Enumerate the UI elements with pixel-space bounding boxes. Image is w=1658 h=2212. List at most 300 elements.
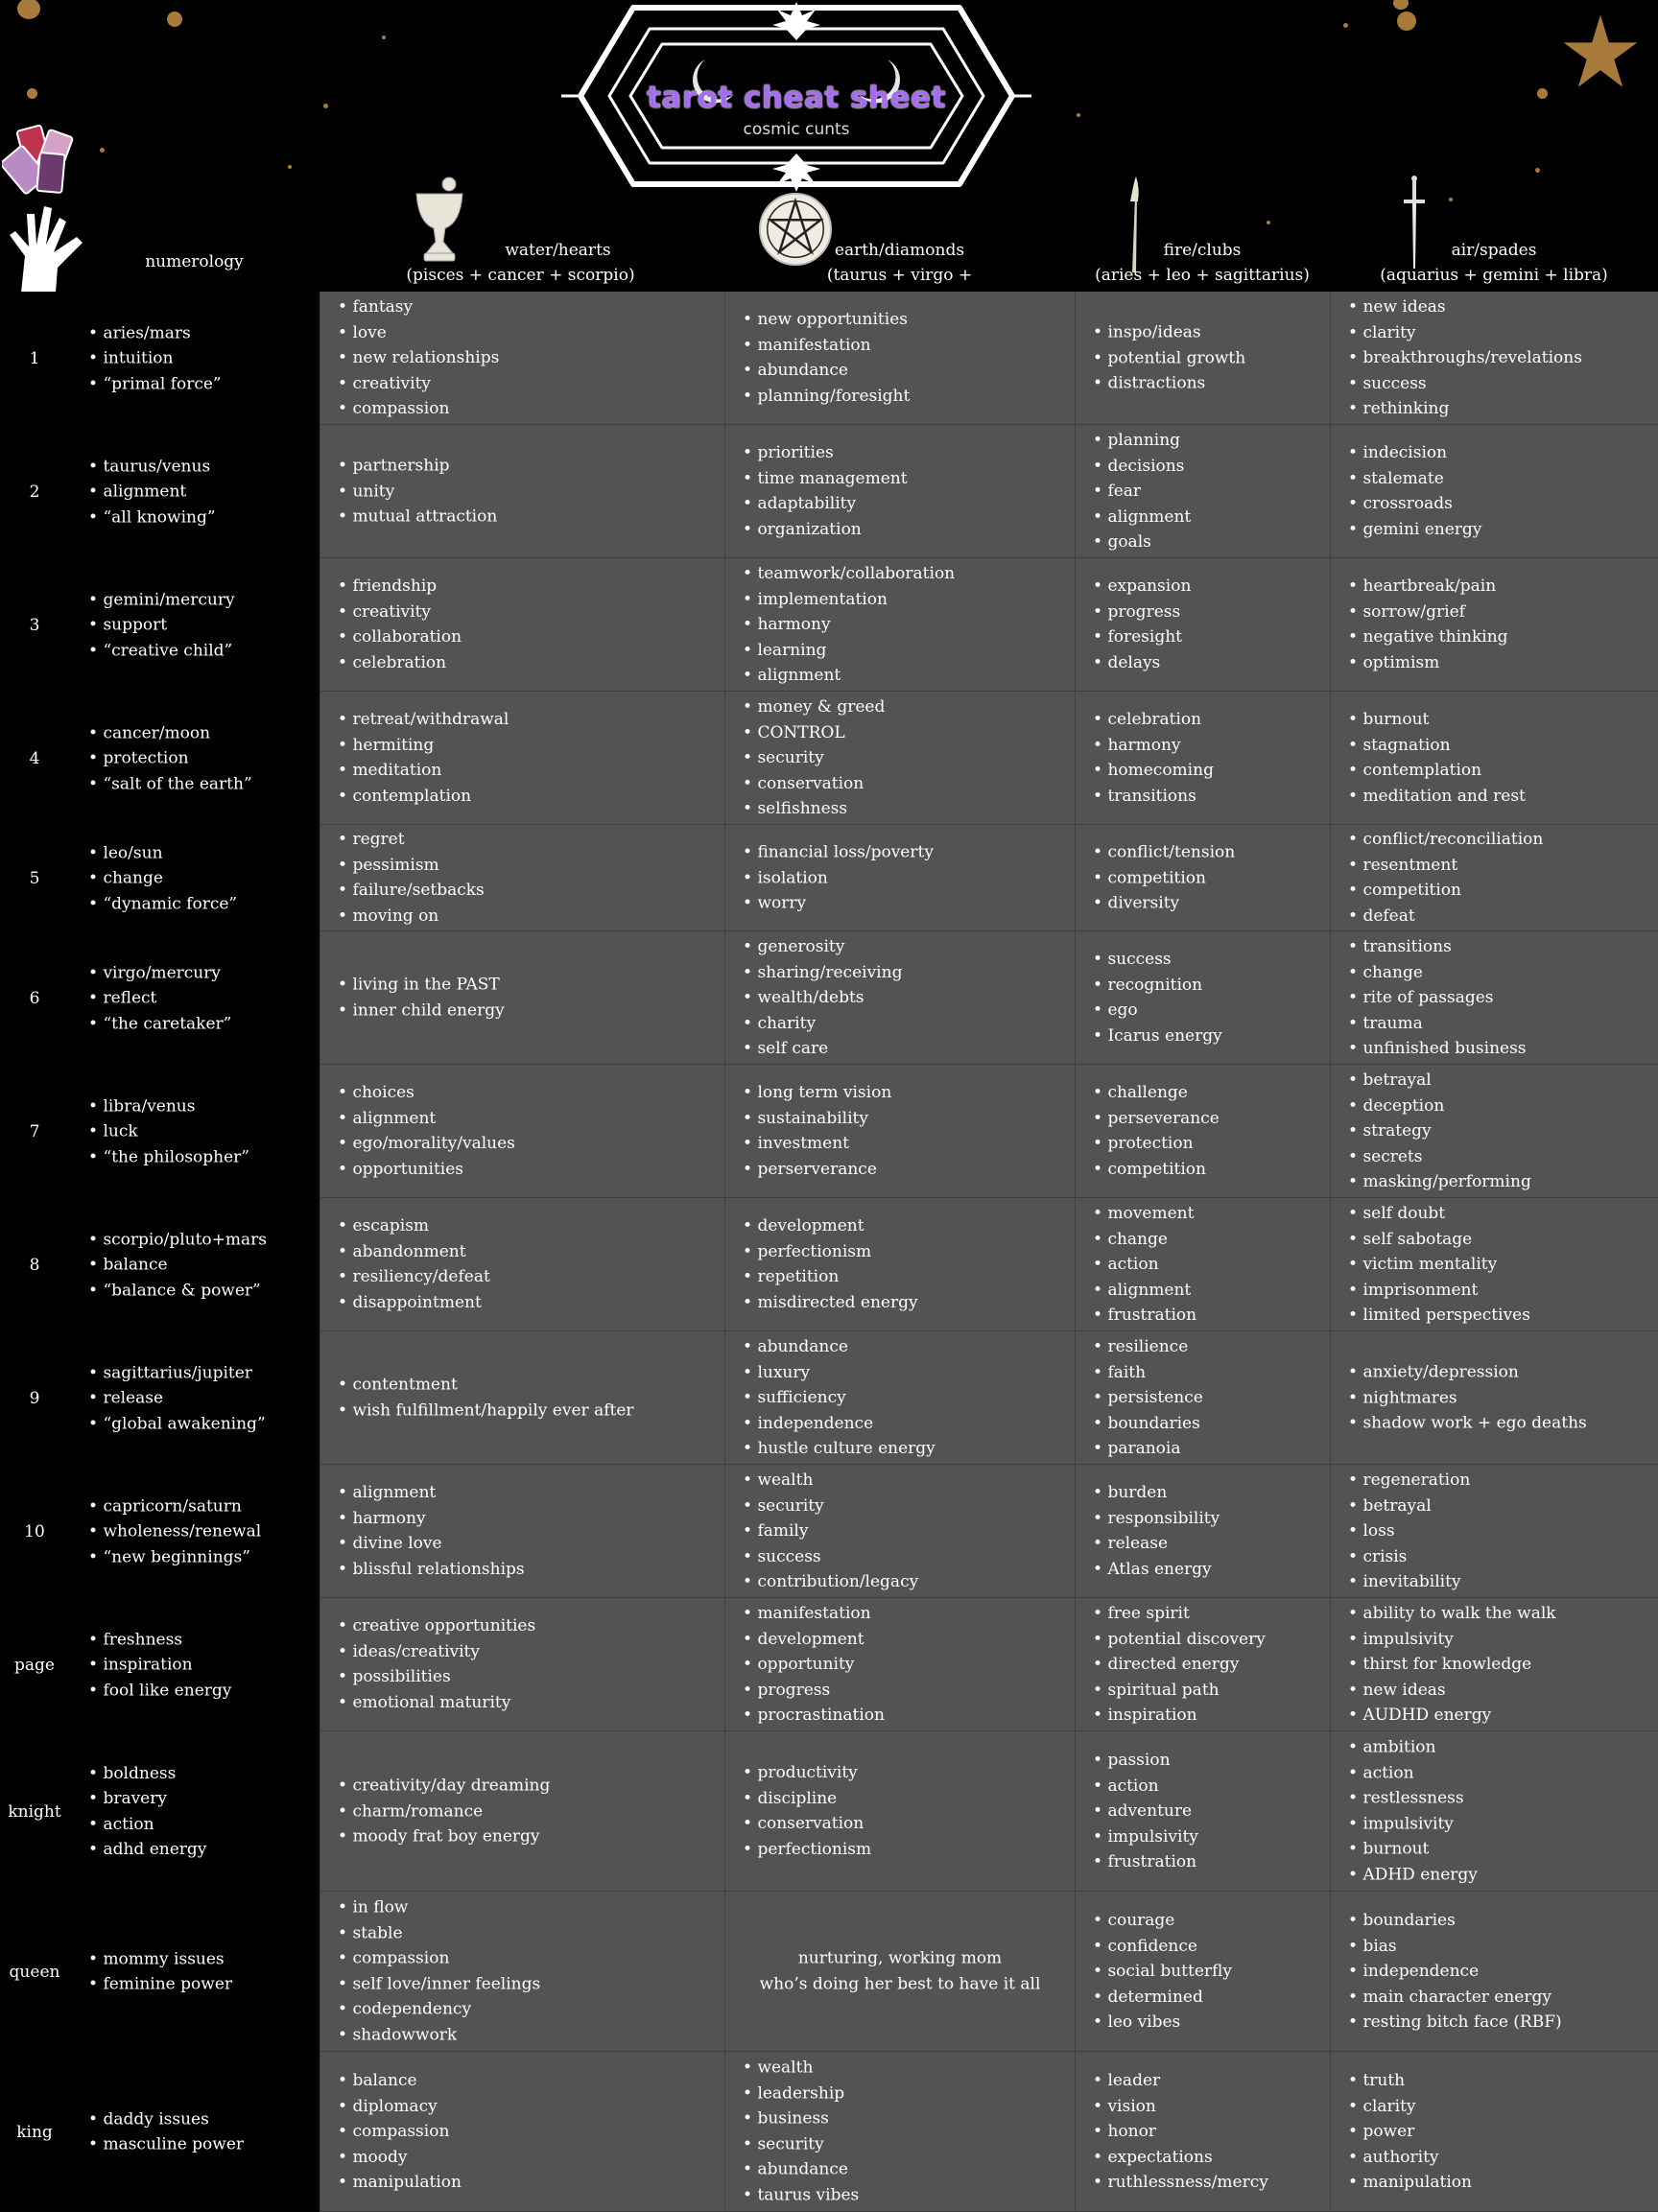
list-item: • perfectionism [743, 1837, 871, 1863]
list-item: • sustainability [743, 1106, 891, 1132]
list-item: • security [743, 1493, 918, 1518]
list-item: • inspiration [88, 1652, 231, 1678]
list-item: • long term vision [743, 1080, 891, 1106]
list-item: • planning/foresight [743, 384, 910, 410]
keyword-list [1093, 947, 1222, 1048]
suit-cell [1330, 692, 1658, 825]
row-label: king [16, 2122, 53, 2142]
list-item: • bravery [88, 1786, 206, 1812]
tarot-cards-icon [2, 123, 88, 200]
list-item: • retreat/withdrawal [338, 707, 509, 733]
list-item: • moving on [338, 904, 485, 930]
list-item: • transitions [1093, 784, 1214, 810]
list-item: • protection [88, 745, 252, 771]
list-item: • CONTROL [743, 719, 885, 745]
numerology-list [88, 1946, 232, 1997]
suit-header-fire [1075, 238, 1330, 288]
list-item: • “salt of the earth” [88, 771, 252, 797]
suit-cell [724, 1065, 1075, 1198]
list-item: • determined [1093, 1984, 1232, 2010]
list-item: • ideas/creativity [338, 1639, 535, 1665]
suit-cell [320, 2052, 724, 2212]
suit-cell [724, 558, 1075, 692]
list-item: • mommy issues [88, 1946, 232, 1972]
list-item: • abandonment [338, 1239, 490, 1265]
list-item: • harmony [1093, 733, 1214, 759]
list-item: • choices [338, 1080, 515, 1106]
list-item: • alignment [1093, 504, 1191, 529]
list-item: • “dynamic force” [88, 891, 237, 917]
numerology-cell [0, 292, 320, 425]
keyword-list [1093, 2068, 1268, 2196]
numerology-list [88, 1761, 206, 1863]
suit-name: fire/clubs [1163, 241, 1242, 260]
table-row [0, 1465, 1658, 1598]
numerology-list [88, 1627, 231, 1704]
keyword-list [1348, 707, 1526, 809]
list-item: • action [1093, 1773, 1198, 1799]
list-item: • decisions [1093, 453, 1191, 479]
list-item: • new opportunities [743, 307, 910, 333]
list-item: • alignment [88, 479, 216, 505]
list-item: • time management [743, 466, 908, 492]
list-item: • contribution/legacy [743, 1569, 918, 1595]
list-item: • money & greed [743, 694, 885, 720]
numerology-cell [0, 558, 320, 692]
list-item: • contemplation [338, 784, 509, 810]
list-item: • progress [743, 1677, 885, 1703]
list-item: • procrastination [743, 1703, 885, 1729]
suit-signs: (aquarius + gemini + libra) [1380, 266, 1608, 285]
keyword-list [1348, 294, 1582, 422]
keyword-list [338, 1773, 550, 1849]
numerology-cell [0, 2052, 320, 2212]
list-item: • inevitability [1348, 1569, 1470, 1595]
note-line: who’s doing her best to have it all [759, 1974, 1041, 1993]
keyword-list [338, 2068, 462, 2196]
list-item: • ego [1093, 998, 1222, 1024]
list-item: • new relationships [338, 345, 499, 371]
list-item: • creativity/day dreaming [338, 1773, 550, 1799]
list-item: • luxury [743, 1359, 936, 1385]
suit-cell [1075, 2052, 1330, 2212]
keyword-list [1348, 1068, 1531, 1195]
keyword-list [1348, 934, 1527, 1062]
suit-cell [724, 1465, 1075, 1598]
star-dot-icon [1535, 168, 1540, 173]
list-item: • celebration [1093, 707, 1214, 733]
logo-title: tarot cheat sheet [647, 81, 946, 115]
list-item: • conflict/tension [1093, 839, 1235, 865]
suit-cell [1330, 425, 1658, 558]
list-item: • abundance [743, 1334, 936, 1360]
star-icon [1562, 13, 1639, 90]
suit-cell [724, 1331, 1075, 1465]
list-item: • abundance [743, 358, 910, 384]
list-item: • breakthroughs/revelations [1348, 345, 1582, 371]
list-item: • “all knowing” [88, 505, 216, 530]
list-item: • stalemate [1348, 466, 1481, 492]
suit-cell [1330, 558, 1658, 692]
suit-cell [1330, 1892, 1658, 2052]
list-item: • truth [1348, 2068, 1472, 2094]
list-item: • planning [1093, 428, 1191, 454]
list-item: • reflect [88, 985, 231, 1011]
list-item: • expectations [1093, 2144, 1268, 2170]
numerology-cell [0, 692, 320, 825]
list-item: • success [1093, 947, 1222, 973]
keyword-list [338, 1613, 535, 1715]
numerology-cell [0, 1892, 320, 2052]
list-item: • stable [338, 1920, 540, 1946]
suit-cell [1075, 1465, 1330, 1598]
list-item: • crossroads [1348, 491, 1481, 517]
list-item: • change [88, 865, 237, 891]
list-item: • creative opportunities [338, 1613, 535, 1639]
list-item: • blissful relationships [338, 1557, 525, 1583]
table-row [0, 2052, 1658, 2212]
row-label: 10 [24, 1521, 45, 1541]
list-item: • thirst for knowledge [1348, 1652, 1556, 1678]
suit-cell [724, 1598, 1075, 1731]
list-item: • regeneration [1348, 1468, 1470, 1494]
numerology-list [88, 840, 237, 917]
keyword-list [1093, 1748, 1198, 1875]
list-item: • faith [1093, 1359, 1203, 1385]
list-item: • release [1093, 1531, 1220, 1557]
suit-cell [724, 825, 1075, 931]
suit-cell [1075, 1731, 1330, 1892]
row-label: 6 [29, 988, 40, 1008]
numerology-list [88, 960, 231, 1037]
list-item: • ADHD energy [1348, 1862, 1478, 1888]
list-item: • strategy [1348, 1118, 1531, 1144]
star-dot-icon [1397, 12, 1416, 31]
list-item: • resting bitch face (RBF) [1348, 2010, 1562, 2036]
numerology-header: numerology [145, 252, 244, 271]
keyword-list [743, 561, 955, 689]
table-row [0, 692, 1658, 825]
list-item: • intuition [88, 345, 222, 371]
list-item: • leo vibes [1093, 2010, 1232, 2036]
list-item: • regret [338, 827, 485, 853]
table-row [0, 558, 1658, 692]
list-item: • victim mentality [1348, 1252, 1530, 1278]
suit-cell [320, 1731, 724, 1892]
suit-cell [320, 931, 724, 1065]
list-item: • persistence [1093, 1385, 1203, 1411]
list-item: • contemplation [1348, 758, 1526, 784]
numerology-list [88, 587, 235, 664]
star-dot-icon [1393, 0, 1409, 10]
list-item: • conservation [743, 1811, 871, 1837]
list-item: • action [1348, 1760, 1478, 1786]
list-item: • leo/sun [88, 840, 237, 866]
suit-name: earth/diamonds [834, 241, 965, 260]
keyword-list [743, 1213, 918, 1315]
list-item: • self care [743, 1036, 902, 1062]
list-item: • divine love [338, 1531, 525, 1557]
list-item: • AUDHD energy [1348, 1703, 1556, 1729]
suit-cell [1330, 2052, 1658, 2212]
list-item: • codependency [338, 1997, 540, 2023]
list-item: • “balance & power” [88, 1278, 267, 1304]
list-item: • betrayal [1348, 1068, 1531, 1094]
suit-name: water/hearts [505, 241, 611, 260]
list-item: • mutual attraction [338, 504, 497, 529]
list-item: • gemini/mercury [88, 587, 235, 613]
list-item: • financial loss/poverty [743, 839, 934, 865]
list-item: • charm/romance [338, 1799, 550, 1824]
list-item: • partnership [338, 453, 497, 479]
list-item: • compassion [338, 2119, 462, 2145]
keyword-list [338, 453, 497, 529]
keyword-list [743, 1334, 936, 1462]
list-item: • manifestation [743, 1601, 885, 1627]
list-item: • free spirit [1093, 1601, 1266, 1627]
list-item: • manipulation [338, 2170, 462, 2196]
list-item: • perseverance [1093, 1106, 1220, 1132]
list-item: • masking/performing [1348, 1169, 1531, 1195]
numerology-cell [0, 825, 320, 931]
keyword-list [743, 307, 910, 409]
keyword-list [1348, 574, 1508, 675]
list-item: • betrayal [1348, 1493, 1470, 1518]
star-dot-icon [27, 88, 37, 99]
list-item: • unfinished business [1348, 1036, 1527, 1062]
suit-cell [1075, 692, 1330, 825]
list-item: • support [88, 612, 235, 638]
keyword-list [1348, 1359, 1587, 1436]
list-item: • boldness [88, 1761, 206, 1787]
keyword-list [1348, 1601, 1556, 1729]
list-item: • delays [1093, 650, 1191, 676]
list-item: • balance [338, 2068, 462, 2094]
list-item: • frustration [1093, 1849, 1198, 1875]
list-item: • expansion [1093, 574, 1191, 600]
list-item: • unity [338, 479, 497, 505]
suit-cell [320, 1065, 724, 1198]
list-item: • action [88, 1812, 206, 1838]
list-item: • virgo/mercury [88, 960, 231, 986]
suit-cell [1075, 1892, 1330, 2052]
list-item: • perserverance [743, 1157, 891, 1183]
list-item: • taurus vibes [743, 2182, 859, 2208]
star-dot-icon [382, 35, 386, 39]
list-item: • restlessness [1348, 1786, 1478, 1812]
suit-cell [320, 292, 724, 425]
list-item: • inspo/ideas [1093, 319, 1245, 345]
list-item: • loss [1348, 1518, 1470, 1544]
list-item: • sufficiency [743, 1385, 936, 1411]
list-item: • abundance [743, 2157, 859, 2183]
suit-cell [1075, 1198, 1330, 1331]
list-item: • “the caretaker” [88, 1011, 231, 1037]
list-item: • celebration [338, 650, 462, 676]
table-row [0, 1331, 1658, 1465]
numerology-cell [0, 1198, 320, 1331]
list-item: • directed energy [1093, 1652, 1266, 1678]
suit-cell [724, 1198, 1075, 1331]
list-item: • frustration [1093, 1303, 1196, 1329]
list-item: • masculine power [88, 2132, 244, 2158]
list-item: • trauma [1348, 1010, 1527, 1036]
list-item: • Atlas energy [1093, 1557, 1220, 1583]
list-item: • compassion [338, 1946, 540, 1972]
list-item: • alignment [1093, 1277, 1196, 1303]
list-item: • passion [1093, 1748, 1198, 1774]
list-item: • harmony [338, 1506, 525, 1532]
list-item: • clarity [1348, 319, 1582, 345]
list-item: • alignment [743, 663, 955, 689]
suit-cell [724, 292, 1075, 425]
list-item: • shadow work + ego deaths [1348, 1410, 1587, 1436]
suit-cell [320, 1331, 724, 1465]
list-item: • distractions [1093, 370, 1245, 396]
star-dot-icon [167, 12, 182, 27]
numerology-cell [0, 425, 320, 558]
list-item: • impulsivity [1348, 1626, 1556, 1652]
table-row [0, 825, 1658, 931]
list-item: • honor [1093, 2119, 1268, 2145]
keyword-list [338, 827, 485, 929]
keyword-list [338, 294, 499, 422]
row-label: queen [9, 1962, 60, 1982]
list-item: • misdirected energy [743, 1290, 918, 1316]
suit-cell [1075, 1065, 1330, 1198]
list-item: • fool like energy [88, 1678, 231, 1704]
suit-cell [724, 2052, 1075, 2212]
list-item: • main character energy [1348, 1984, 1562, 2010]
list-item: • harmony [743, 612, 955, 638]
list-item: • creativity [338, 600, 462, 625]
star-dot-icon [1343, 23, 1348, 28]
keyword-list [338, 1213, 490, 1315]
list-item: • nightmares [1348, 1385, 1587, 1411]
keyword-list [1093, 319, 1245, 396]
list-item: • power [1348, 2119, 1472, 2145]
list-item: • courage [1093, 1908, 1232, 1934]
row-label: 8 [29, 1255, 40, 1275]
keyword-list [1348, 2068, 1472, 2196]
suit-cell [724, 692, 1075, 825]
list-item: • luck [88, 1118, 249, 1144]
numerology-list [88, 720, 252, 797]
list-item: • selfishness [743, 796, 885, 822]
list-item: • aries/mars [88, 320, 222, 346]
list-item: • investment [743, 1131, 891, 1157]
list-item: • wish fulfillment/happily ever after [338, 1398, 634, 1424]
list-item: • movement [1093, 1201, 1196, 1227]
star-dot-icon [288, 165, 292, 169]
suit-cell [724, 1892, 1075, 2052]
list-item: • moody frat boy energy [338, 1824, 550, 1849]
list-item: • security [743, 745, 885, 771]
list-item: • inner child energy [338, 998, 505, 1024]
list-item: • spiritual path [1093, 1677, 1266, 1703]
list-item: • leadership [743, 2081, 859, 2106]
list-item: • wealth [743, 2056, 859, 2082]
list-item: • pessimism [338, 853, 485, 879]
list-item: • optimism [1348, 650, 1508, 676]
star-dot-icon [17, 0, 40, 19]
suit-cell [1330, 1598, 1658, 1731]
row-label: 1 [29, 348, 40, 368]
list-item: • discipline [743, 1786, 871, 1812]
list-item: • escapism [338, 1213, 490, 1239]
list-item: • resiliency/defeat [338, 1264, 490, 1290]
row-label: 3 [29, 615, 40, 635]
list-item: • release [88, 1385, 266, 1411]
list-item: • vision [1093, 2093, 1268, 2119]
list-item: • isolation [743, 865, 934, 891]
list-item: • compassion [338, 396, 499, 422]
suit-cell [1075, 292, 1330, 425]
list-item: • sorrow/grief [1348, 600, 1508, 625]
list-item: • action [1093, 1252, 1196, 1278]
list-item: • living in the PAST [338, 973, 505, 999]
keyword-list [1093, 1334, 1203, 1462]
keyword-list [743, 2056, 859, 2208]
list-item: • business [743, 2106, 859, 2132]
list-item: • social butterfly [1093, 1959, 1232, 1985]
table-row [0, 931, 1658, 1065]
list-item: • new ideas [1348, 1677, 1556, 1703]
list-item: • ambition [1348, 1735, 1478, 1761]
keyword-list [338, 1895, 540, 2048]
list-item: • limited perspectives [1348, 1303, 1530, 1329]
suit-cell [724, 1731, 1075, 1892]
list-item: • possibilities [338, 1664, 535, 1690]
star-dot-icon [100, 148, 105, 153]
list-item: • security [743, 2131, 859, 2157]
keyword-list [338, 973, 505, 1024]
suit-cell [1330, 1198, 1658, 1331]
list-item: • clarity [1348, 2093, 1472, 2119]
list-item: • feminine power [88, 1972, 232, 1998]
list-item: • wealth/debts [743, 985, 902, 1011]
list-item: • ability to walk the walk [1348, 1601, 1556, 1627]
table-row [0, 1065, 1658, 1198]
keyword-list [1093, 574, 1191, 675]
list-item: • competition [1348, 878, 1543, 904]
list-item: • leader [1093, 2068, 1268, 2094]
suit-name: air/spades [1451, 241, 1537, 260]
keyword-list [1348, 1468, 1470, 1595]
list-item: • “primal force” [88, 371, 222, 397]
list-item: • implementation [743, 586, 955, 612]
keyword-list [1348, 1735, 1478, 1888]
list-item: • change [1093, 1226, 1196, 1252]
list-item: • adhd energy [88, 1837, 206, 1863]
row-label: knight [8, 1801, 61, 1822]
list-item: • balance [88, 1252, 267, 1278]
list-item: • shadowwork [338, 2022, 540, 2048]
numerology-cell [0, 1731, 320, 1892]
list-item: • learning [743, 637, 955, 663]
list-item: • conservation [743, 770, 885, 796]
list-item: • deception [1348, 1093, 1531, 1118]
suit-cell [320, 825, 724, 931]
table-row [0, 425, 1658, 558]
suit-cell [1075, 931, 1330, 1065]
suit-cell [320, 1465, 724, 1598]
list-item: • negative thinking [1348, 624, 1508, 650]
list-item: • family [743, 1518, 918, 1544]
row-label: 9 [29, 1388, 40, 1408]
suit-cell [1330, 1331, 1658, 1465]
keyword-list [1348, 827, 1543, 929]
